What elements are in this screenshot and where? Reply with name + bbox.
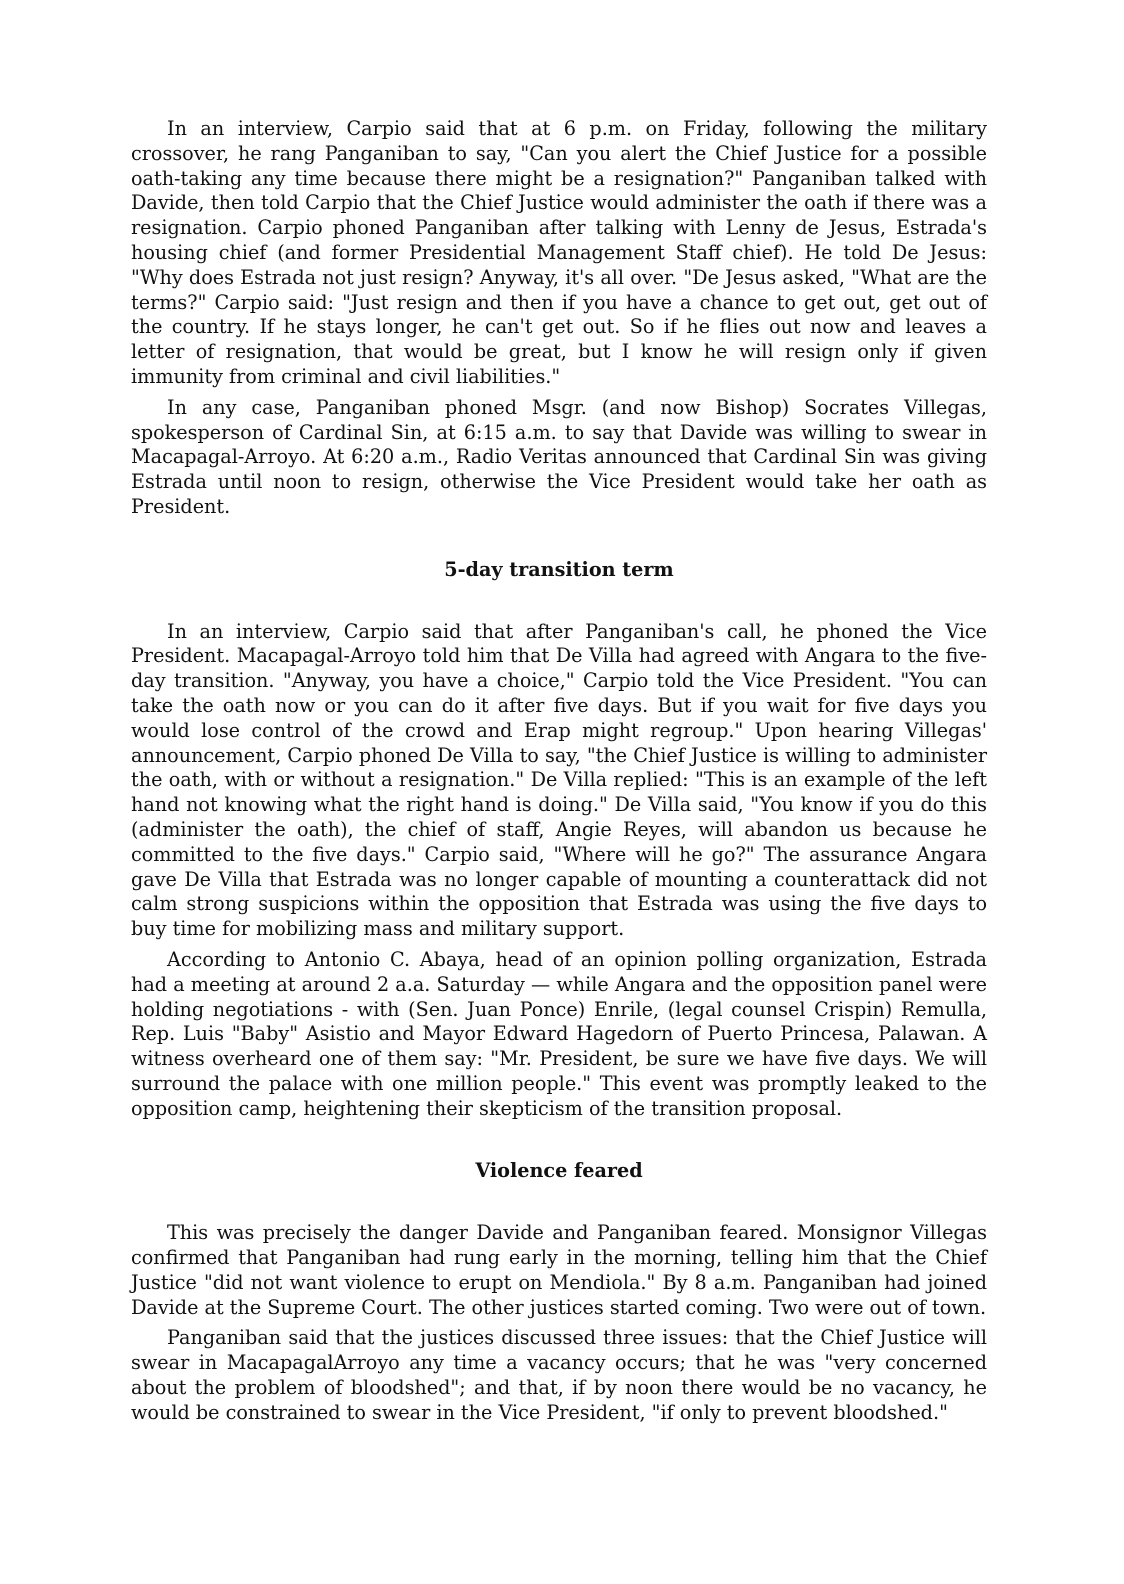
paragraph: According to Antonio C. Abaya, head of an opinion polling organization, Estrada had a meeting at around 2 a.a. Saturday — while Angara and the opposition panel were holding negotiations - with (Sen. Juan Ponce) Enrile, (legal counsel Crispin) Remulla, Rep. Luis "Baby" Asistio and Mayor Edward Hagedorn of Puerto Princesa, Palawan. A witness overheard one of them say: "Mr. President, be sure we have five days. We will surround the palace with one million people." This event was promptly leaked to the opposition camp, heightening their skepticism of the transition proposal. [131,947,987,1120]
paragraph: In an interview, Carpio said that at 6 p.m. on Friday, following the military crossover, he rang Panganiban to say, "Can you alert the Chief Justice for a possible oath-taking any time because there might be a resignation?" Panganiban talked with Davide, then told Carpio that the Chief Justice would administer the oath if there was a resignation. Carpio phoned Panganiban after talking with Lenny de Jesus, Estrada's housing chief (and former Presidential Management Staff chief). He told De Jesus: "Why does Estrada not just resign? Anyway, it's all over. "De Jesus asked, "What are the terms?" Carpio said: "Just resign and then if you have a chance to get out, get out of the country. If he stays longer, he can't get out. So if he flies out now and leaves a letter of resignation, that would be great, but I know he will resign only if given immunity from criminal and civil liabilities." [131,117,987,388]
section-heading: 5-day transition term [444,557,674,581]
section-violence-feared [131,1159,987,1425]
paragraph: Panganiban said that the justices discussed three issues: that the Chief Justice will swear in MacapagalArroyo any time a vacancy occurs; that he was "very concerned about the problem of bloodshed"; and that, if by noon there would be no vacancy, he would be constrained to swear in the Vice President, "if only to prevent bloodshed." [131,1326,987,1424]
section-transition-term [131,558,987,1122]
paragraph: In an interview, Carpio said that after Panganiban's call, he phoned the Vice President. Macapagal-Arroyo told him that De Villa had agreed with Angara to the five-day transition. "Anyway, you have a choice," Carpio told the Vice President. "You can take the oath now or you can do it after five days. But if you wait for five days you would lose control of the crowd and Erap might regroup." Upon hearing Villegas' announcement, Carpio phoned De Villa to say, "the Chief Justice is willing to administer the oath, with or without a resignation." De Villa replied: "This is an example of the left hand not knowing what the right hand is doing." De Villa said, "You know if you do this (administer the oath), the chief of staff, Angie Reyes, will abandon us because he committed to the five days." Carpio said, "Where will he go?" The assurance Angara gave De Villa that Estrada was no longer capable of mounting a counterattack did not calm strong suspicions within the opposition that Estrada was using the five days to buy time for mobilizing mass and military support. [131,619,987,941]
section-heading: Violence feared [475,1159,643,1183]
document-page [131,117,987,1426]
paragraph: In any case, Panganiban phoned Msgr. (and now Bishop) Socrates Villegas, spokesperson of Cardinal Sin, at 6:15 a.m. to say that Davide was willing to swear in Macapagal-Arroyo. At 6:20 a.m., Radio Veritas announced that Cardinal Sin was giving Estrada until noon to resign, otherwise the Vice President would take her oath as President. [131,395,987,518]
paragraph: This was precisely the danger Davide and Panganiban feared. Monsignor Villegas confirmed that Panganiban had rung early in the morning, telling him that the Chief Justice "did not want violence to erupt on Mendiola." By 8 a.m. Panganiban had joined Davide at the Supreme Court. The other justices started coming. Two were out of town. [131,1221,987,1319]
intro-section [131,117,987,520]
section-body [131,620,987,1122]
section-body [131,1221,987,1425]
